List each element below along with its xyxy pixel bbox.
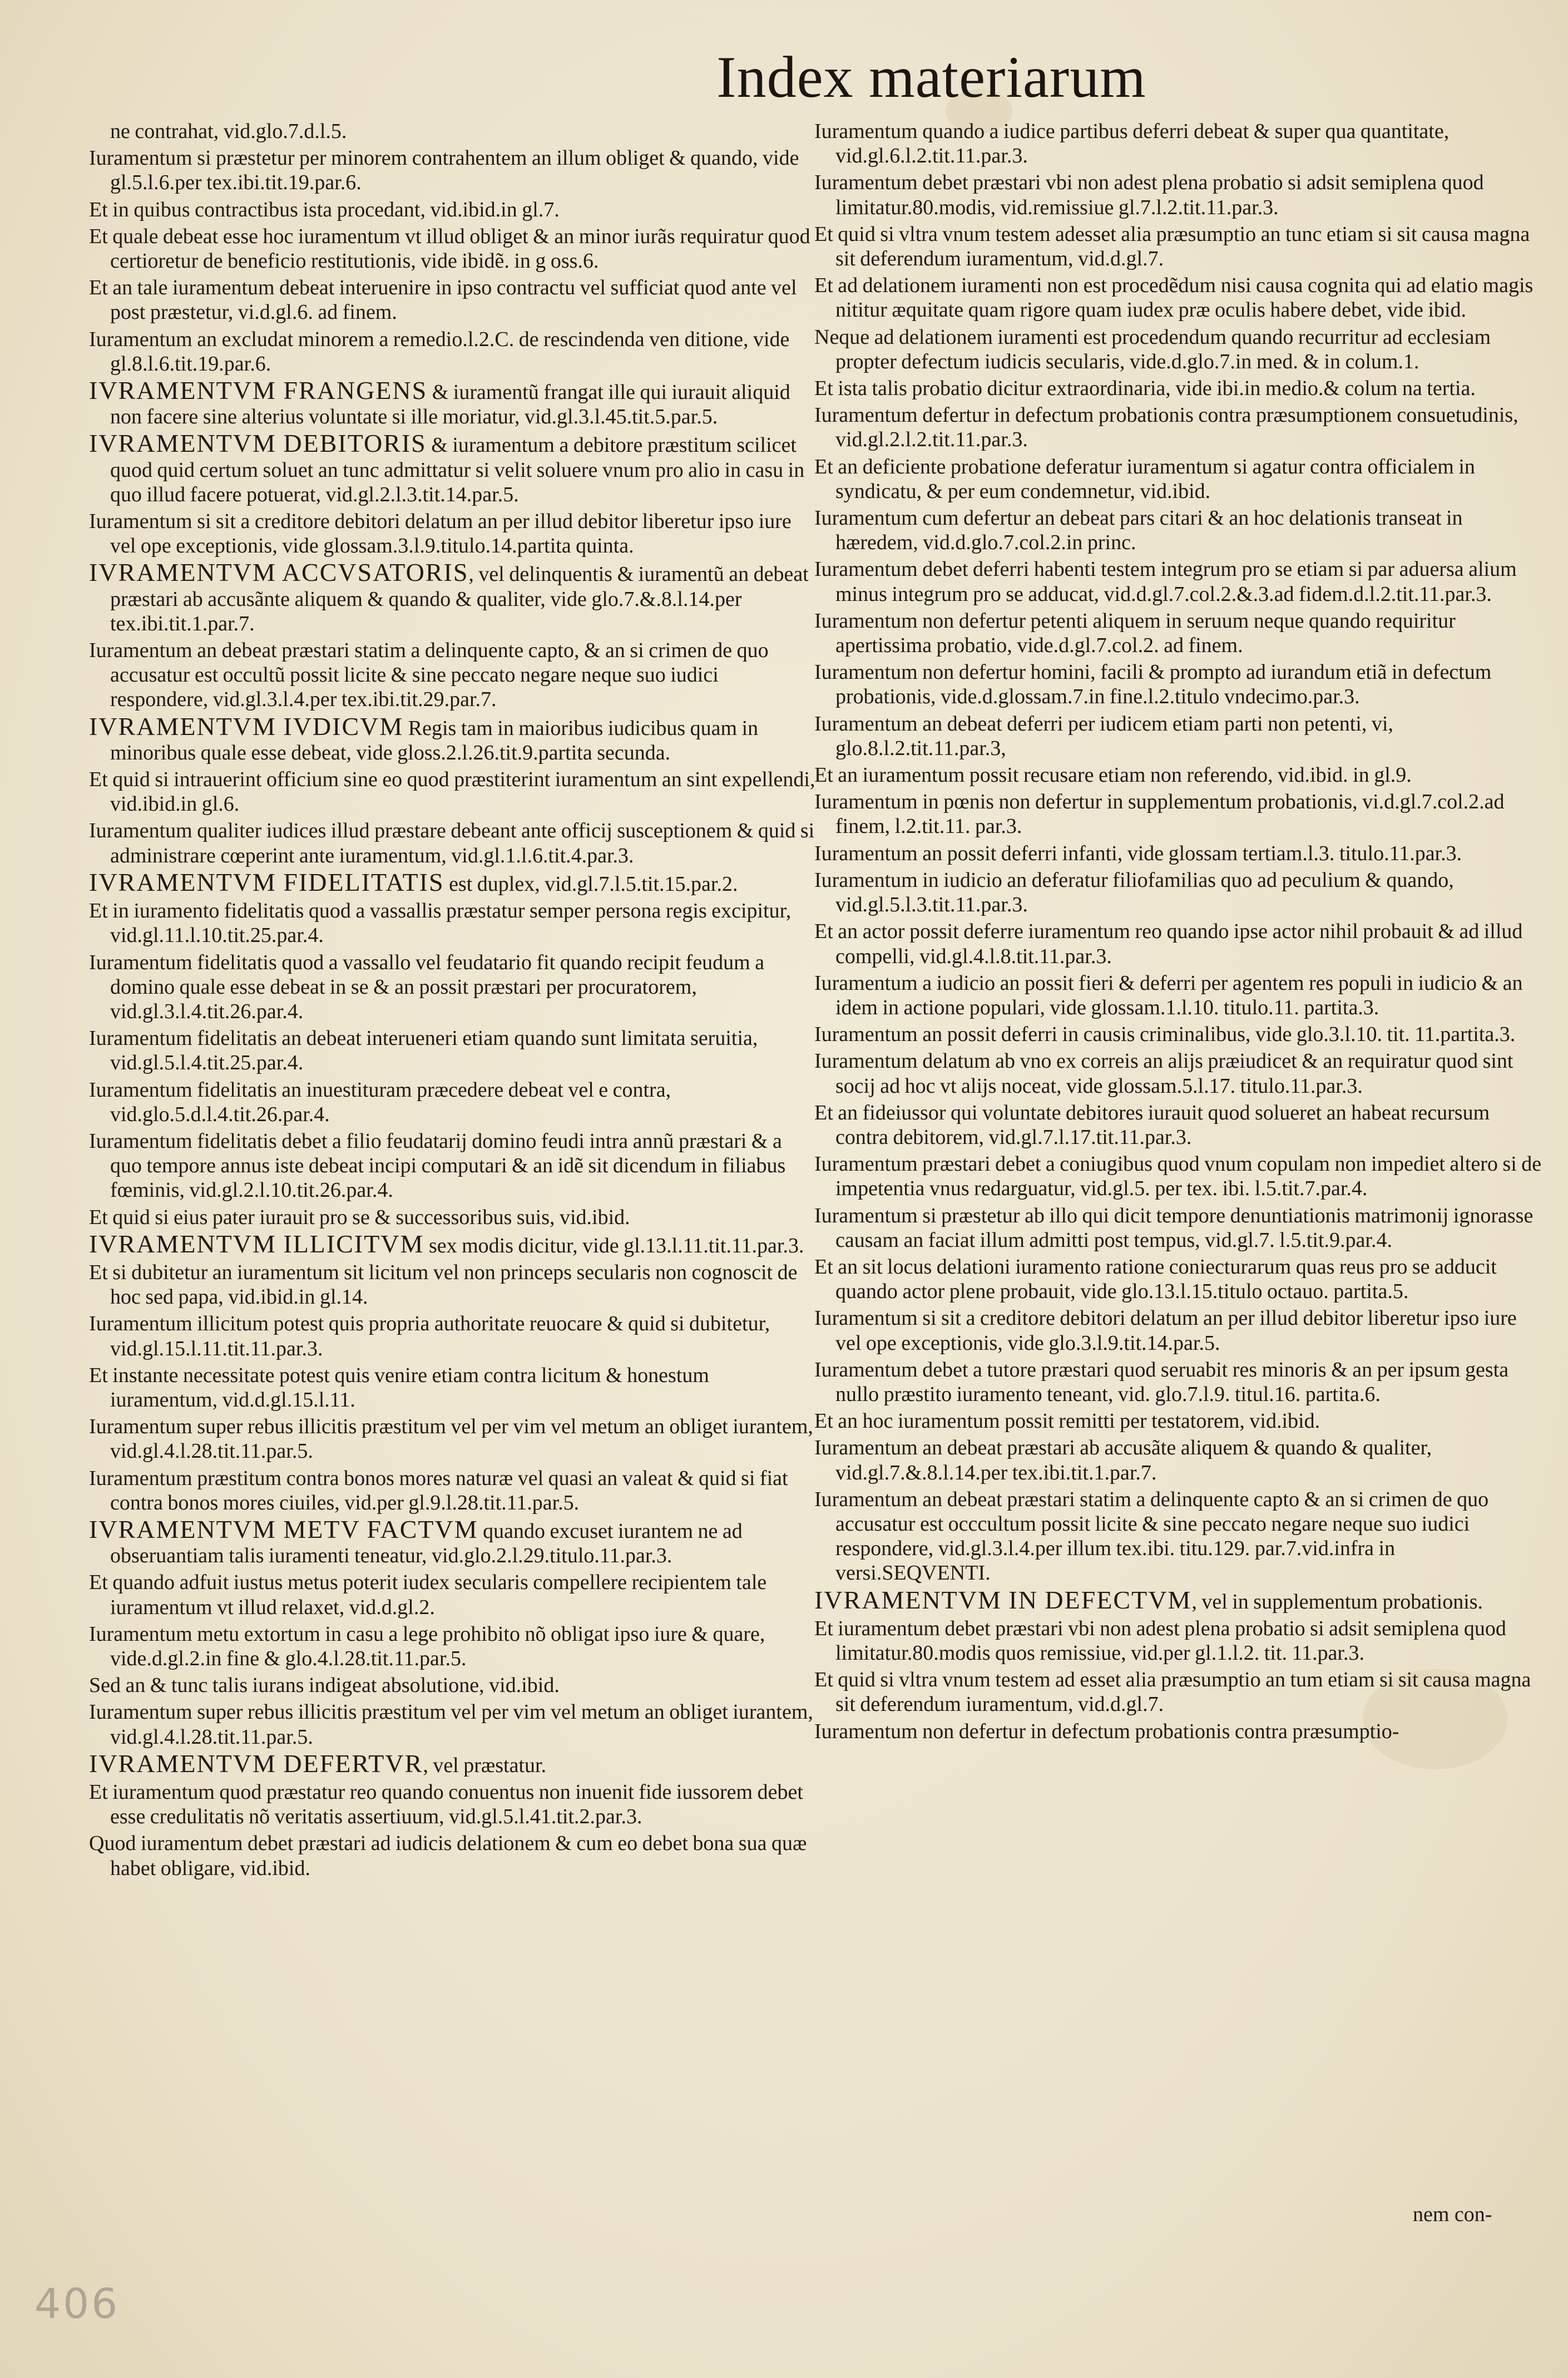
- entry-text: Quod iuramentum debet præstari ad iudicis delationem & cum eo debet bona sua quæ habet obligare, vid.ibid.: [89, 1832, 807, 1880]
- index-entry: [89, 714, 818, 765]
- index-entry: [89, 509, 818, 558]
- index-entry: [89, 1205, 818, 1230]
- entry-text: Iuramentum non defertur petenti aliquem in seruum neque quando requiritur apertissima probatio, vide.d.gl.7.col.2. ad finem.: [814, 609, 1456, 658]
- entry-lemma: IVRAMENTVM DEFERTVR: [89, 1749, 423, 1778]
- entry-text: & iuramentum a debitore præstitum scilicet quod quid certum soluet an tunc admittatur si velit soluere vnum pro alio in casu in quo illud facere potuerat, vid.gl.2.l.3.tit.14.par.5.: [110, 433, 805, 506]
- entry-text: , vel præstatur.: [423, 1753, 547, 1777]
- index-entry: [814, 1358, 1543, 1407]
- entry-text: Iuramentum a iudicio an possit fieri & deferri per agentem res populi in iudicio & an idem in actione populari, vide glossam.1.l.10. titulo.11. partita.3.: [814, 971, 1523, 1019]
- index-entry: [814, 506, 1543, 555]
- index-entry: [814, 119, 1543, 168]
- entry-lemma: IVRAMENTVM METV FACTVM: [89, 1514, 478, 1543]
- index-entry: [814, 660, 1543, 709]
- entry-text: Et an hoc iuramentum possit remitti per testatorem, vid.ibid.: [814, 1409, 1320, 1433]
- index-entry: [89, 1749, 818, 1778]
- index-entry: [89, 327, 818, 376]
- index-entry: [814, 1306, 1543, 1355]
- index-entry: [89, 1780, 818, 1829]
- entry-text: Et ista talis probatio dicitur extraordinaria, vide ibi.in medio.& colum na tertia.: [814, 377, 1476, 401]
- entry-text: Et iuramentum debet præstari vbi non adest plena probatio si adsit semiplena quod limitatur.80.modis quos remissiue, vid.per gl.1.l.2. tit. 11.par.3.: [814, 1616, 1506, 1665]
- entry-text: Iuramentum an debeat præstari statim a delinquente capto, & an si crimen de quo accusatur est occultũ possit licite & sine peccato negare neque suo iudici respondere, vid.gl.3.l.4.per tex.ibi.tit.29.par.7.: [89, 639, 769, 712]
- index-entry: [814, 712, 1543, 761]
- index-entry: [814, 1585, 1543, 1614]
- entry-text: Iuramentum delatum ab vno ex correis an alijs præiudicet & an requiratur quod sint socij ad hoc vt alijs noceat, vide glossam.5.l.17. titulo.11.par.3.: [814, 1049, 1513, 1098]
- entry-text: Et si dubitetur an iuramentum sit licitum vel non princeps secularis non cognoscit de hoc sed papa, vid.ibid.in gl.14.: [89, 1260, 798, 1309]
- index-entry: [814, 868, 1543, 917]
- index-entry: [814, 790, 1543, 838]
- entry-text: sex modis dicitur, vide gl.13.l.11.tit.11.par.3.: [424, 1234, 804, 1257]
- entry-text: Iuramentum cum defertur an debeat pars citari & an hoc delationis transeat in hæredem, vid.d.glo.7.col.2.in princ.: [814, 506, 1463, 555]
- entry-text: Et an tale iuramentum debeat interuenire in ipso contractu vel sufficiat quod ante vel post præstetur, vi.d.gl.6. ad finem.: [89, 276, 797, 324]
- entry-lemma: IVRAMENTVM FRANGENS: [89, 376, 428, 405]
- index-entry: [89, 1673, 818, 1698]
- entry-text: Iuramentum quando a iudice partibus deferri debeat & super qua quantitate, vid.gl.6.l.2.tit.11.par.3.: [814, 120, 1450, 168]
- index-entry: [89, 1700, 818, 1749]
- entry-text: Et in iuramento fidelitatis quod a vassallis præstatur semper persona regis excipitur, vid.gl.11.l.10.tit.25.par.4.: [89, 899, 792, 948]
- index-entry: [814, 841, 1543, 866]
- index-entry: [814, 1049, 1543, 1098]
- entry-text: Iuramentum super rebus illicitis præstitum vel per vim vel metum an obliget iurantem, vid.gl.4.l.28.tit.11.par.5.: [89, 1700, 813, 1749]
- entry-text: Iuramentum fidelitatis debet a filio feudatarij domino feudi intra annũ præstari & a quo tempore annus iste debeat incipi computari & an idẽ sit dicendum in filiabus fœminis, vid.gl.2.l.10.tit.26.par.4.: [89, 1129, 786, 1202]
- index-entry: [814, 1667, 1543, 1716]
- entry-text: Iuramentum fidelitatis quod a vassallo vel feudatario fit quando recipit feudum a domino quale esse debeat in se & an possit præstari per procuratorem, vid.gl.3.l.4.tit.26.par.4.: [89, 950, 765, 1023]
- index-entry: [89, 1570, 818, 1619]
- entry-text: Iuramentum si præstetur per minorem contrahentem an illum obliget & quando, vide gl.5.l.6.per tex.ibi.tit.19.par.6.: [89, 146, 799, 195]
- index-entry: [89, 950, 818, 1024]
- index-entry: [89, 1831, 818, 1880]
- entry-text: Regis tam in maioribus iudicibus quam in minoribus quale esse debeat, vide gloss.2.l.26.tit.9.partita secunda.: [110, 716, 759, 764]
- index-entry: [814, 1435, 1543, 1484]
- entry-text: Et iuramentum quod præstatur reo quando conuentus non inuenit fide iussorem debet esse credulitatis nõ veritatis assertiuum, vid.gl.5.l.41.tit.2.par.3.: [89, 1780, 803, 1829]
- entry-text: Et an sit locus delationi iuramento ratione coniecturarum quas reus pro se adducit quando actor plene probauit, vide glo.13.l.15.titulo octauo. partita.5.: [814, 1255, 1497, 1304]
- index-entry: [814, 455, 1543, 504]
- index-entry: [89, 1260, 818, 1309]
- index-entry: [89, 638, 818, 712]
- index-entry: [89, 1078, 818, 1127]
- entry-text: & iuramentũ frangat ille qui iurauit aliquid non facere sine alterius voluntate si ille moriatur, vid.gl.3.l.45.tit.5.par.5.: [110, 381, 790, 429]
- entry-text: Et quale debeat esse hoc iuramentum vt illud obliget & an minor iurãs requiratur quod certioretur de beneficio restitutionis, vide ibidẽ. in g oss.6.: [89, 224, 810, 273]
- index-entry: [89, 1622, 818, 1671]
- index-entry: [89, 1514, 818, 1568]
- entry-text: Et quid si intrauerint officium sine eo quod præstiterint iuramentum an sint expellendi, vid.ibid.in gl.6.: [89, 768, 815, 816]
- index-entry: [814, 222, 1543, 271]
- entry-text: Iuramentum fidelitatis an inuestituram præcedere debeat vel e contra, vid.glo.5.d.l.4.tit.26.par.4.: [89, 1078, 671, 1126]
- index-entry: [89, 1414, 818, 1463]
- entry-text: Iuramentum debet deferri habenti testem integrum pro se etiam si par aduersa alium minus integrum pro se adducat, vid.d.gl.7.col.2.&.3.ad fidem.d.l.2.tit.11.par.3.: [814, 558, 1517, 606]
- entry-text: Iuramentum præstitum contra bonos mores naturæ vel quasi an valeat & quid si fiat contra bonos mores ciuiles, vid.per gl.9.l.28.tit.11.par.5.: [89, 1466, 788, 1514]
- entry-text: Et an iuramentum possit recusare etiam non referendo, vid.ibid. in gl.9.: [814, 763, 1412, 787]
- index-entry: [814, 1487, 1543, 1586]
- left-column: [89, 119, 818, 1883]
- index-entry: [89, 224, 818, 273]
- index-entry: [89, 899, 818, 948]
- index-entry: [814, 763, 1543, 787]
- entry-text: Et an fideiussor qui voluntate debitores iurauit quod solueret an habeat recursum contra debitorem, vid.gl.7.l.17.tit.11.par.3.: [814, 1101, 1490, 1149]
- entry-text: , vel delinquentis & iuramentũ an debeat præstari ab accusãnte aliquem & quando & qualiter, vide glo.7.&.8.l.14.per tex.ibi.tit.1.par.7.: [110, 563, 809, 635]
- index-entry: [89, 1229, 818, 1258]
- entry-text: Iuramentum metu extortum in casu a lege prohibito nõ obligat ipso iure & quare, vide.d.gl.2.in fine & glo.4.l.28.tit.11.par.5.: [89, 1622, 765, 1670]
- index-entry: [814, 273, 1543, 322]
- entry-text: Iuramentum non defertur homini, facili & prompto ad iurandum etiã in defectum probationis, vide.d.glossam.7.in fine.l.2.titulo vndecimo.par.3.: [814, 660, 1492, 709]
- entry-text: Et an actor possit deferre iuramentum reo quando ipse actor nihil probauit & ad illud compelli, vid.gl.4.l.8.tit.11.par.3.: [814, 920, 1523, 968]
- entry-text: Iuramentum qualiter iudices illud præstare debeant ante officij susceptionem & quid si administrare cœperint ante iuramentum, vid.gl.1.l.6.tit.4.par.3.: [89, 819, 815, 867]
- entry-text: , vel in supplementum probationis.: [1191, 1590, 1483, 1614]
- right-column: [814, 119, 1543, 1746]
- index-entry: [814, 609, 1543, 658]
- entry-text: Et in quibus contractibus ista procedant, vid.ibid.in gl.7.: [89, 198, 560, 221]
- index-entry: [814, 376, 1543, 401]
- pencil-folio-number: 406: [34, 2280, 120, 2328]
- index-entry: [89, 275, 818, 324]
- entry-text: Et an deficiente probatione deferatur iuramentum si agatur contra officialem in syndicatu, & per eum condemnetur, vid.ibid.: [814, 455, 1475, 503]
- index-entry: [89, 1311, 818, 1360]
- index-entry: [89, 767, 818, 816]
- index-entry: [89, 1129, 818, 1203]
- entry-text: Iuramentum an possit deferri in causis criminalibus, vide glo.3.l.10. tit. 11.partita.3.: [814, 1023, 1516, 1047]
- entry-text: Iuramentum præstari debet a coniugibus quod vnum copulam non impediet altero si de impetentia vnus redarguatur, vid.gl.5. per tex. ibi. l.5.tit.7.par.4.: [814, 1152, 1542, 1201]
- catchword: nem con-: [1413, 2203, 1492, 2226]
- entry-lemma: IVRAMENTVM ILLICITVM: [89, 1229, 424, 1258]
- index-entry: [814, 1616, 1543, 1665]
- entry-lemma: IVRAMENTVM DEBITORIS: [89, 429, 427, 458]
- index-entry: [89, 119, 818, 144]
- entry-text: Et quid si vltra vnum testem adesset alia præsumptio an tunc etiam si sit causa magna sit deferendum iuramentum, vid.d.gl.7.: [814, 222, 1530, 271]
- entry-text: Et instante necessitate potest quis venire etiam contra licitum & honestum iuramentum, vid.d.gl.15.l.11.: [89, 1363, 709, 1412]
- entry-text: Iuramentum an debeat præstari statim a delinquente capto & an si crimen de quo accusatur est occcultum possit licite & sine peccato negare neque suo iudici respondere, vid.gl.3.l.4.per illum tex.ibi. titu.129. par.7.vid.infra in versi.SEQVENTI.: [814, 1487, 1489, 1585]
- index-entry: [89, 146, 818, 195]
- index-entry: [814, 1101, 1543, 1149]
- entry-text: Et ad delationem iuramenti non est procedẽdum nisi causa cognita qui ad elatio magis nititur æquitate quam rigore quam iudex præ oculis habere debet, vide ibid.: [814, 274, 1534, 322]
- entry-text: Iuramentum an excludat minorem a remedio.l.2.C. de rescindenda ven ditione, vide gl.8.l.6.tit.19.par.6.: [89, 327, 790, 376]
- entry-text: Et quid si vltra vnum testem ad esset alia præsumptio an tum etiam si sit causa magna sit deferendum iuramentum, vid.d.gl.7.: [814, 1668, 1531, 1716]
- entry-lemma: IVRAMENTVM ACCVSATORIS: [89, 558, 469, 587]
- entry-text: Iuramentum fidelitatis an debeat interueneri etiam quando sunt limitata seruitia, vid.gl.5.l.4.tit.25.par.4.: [89, 1027, 758, 1075]
- page-title: Index materiarum: [716, 45, 1146, 110]
- entry-text: Iuramentum non defertur in defectum probationis contra præsumptio-: [814, 1719, 1399, 1743]
- entry-text: est duplex, vid.gl.7.l.5.tit.15.par.2.: [444, 872, 738, 896]
- index-entry: [89, 560, 818, 636]
- index-entry: [814, 557, 1543, 606]
- entry-lemma: IVRAMENTVM IN DEFECTVM: [814, 1585, 1192, 1614]
- entry-text: Iuramentum illicitum potest quis propria authoritate reuocare & quid si dubitetur, vid.gl.15.l.11.tit.11.par.3.: [89, 1312, 770, 1360]
- entry-lemma: IVRAMENTVM FIDELITATIS: [89, 867, 444, 896]
- entry-text: Iuramentum an possit deferri infanti, vide glossam tertiam.l.3. titulo.11.par.3.: [814, 841, 1462, 865]
- index-entry: [89, 198, 818, 222]
- entry-text: Et quid si eius pater iurauit pro se & successoribus suis, vid.ibid.: [89, 1205, 630, 1229]
- index-entry: [814, 403, 1543, 452]
- entry-text: Iuramentum in pœnis non defertur in supplementum probationis, vi.d.gl.7.col.2.ad finem, l.2.tit.11. par.3.: [814, 790, 1505, 838]
- index-entry: [814, 971, 1543, 1020]
- entry-text: Iuramentum si sit a creditore debitori delatum an per illud debitor liberetur ipso iure vel ope exceptionis, vide glossam.3.l.9.titulo.14.partita quinta.: [89, 510, 792, 558]
- index-entry: [89, 1466, 818, 1515]
- index-entry: [814, 170, 1543, 219]
- index-entry: [814, 1409, 1543, 1433]
- entry-text: Et quando adfuit iustus metus poterit iudex secularis compellere recipientem tale iuramentum vt illud relaxet, vid.d.gl.2.: [89, 1571, 767, 1619]
- entry-text: Iuramentum defertur in defectum probationis contra præsumptionem consuetudinis, vid.gl.2.l.2.tit.11.par.3.: [814, 403, 1518, 452]
- index-entry: [814, 1255, 1543, 1304]
- index-entry: [814, 1022, 1543, 1047]
- index-entry: [89, 818, 818, 867]
- index-entry: [89, 378, 818, 429]
- entry-text: Iuramentum si sit a creditore debitori delatum an per illud debitor liberetur ipso iure vel ope exceptionis, vide glo.3.l.9.tit.14.par.5.: [814, 1306, 1517, 1355]
- index-entry: [814, 1152, 1543, 1201]
- entry-text: Iuramentum debet præstari vbi non adest plena probatio si adsit semiplena quod limitatur.80.modis, vid.remissiue gl.7.l.2.tit.11.par.3.: [814, 171, 1484, 219]
- entry-text: Iuramentum in iudicio an deferatur filiofamilias quo ad peculium & quando, vid.gl.5.l.3.tit.11.par.3.: [814, 868, 1454, 917]
- index-entry: [814, 1719, 1543, 1744]
- page-header: [0, 43, 1568, 110]
- entry-lemma: IVRAMENTVM IVDICVM: [89, 712, 404, 741]
- entry-text: Sed an & tunc talis iurans indigeat absolutione, vid.ibid.: [89, 1674, 560, 1698]
- index-entry: [89, 1026, 818, 1075]
- index-entry: [89, 867, 818, 896]
- entry-text: Iuramentum super rebus illicitis præstitum vel per vim vel metum an obliget iurantem, vid.gl.4.l.28.tit.11.par.5.: [89, 1415, 813, 1463]
- index-entry: [814, 919, 1543, 968]
- entry-text: Iuramentum debet a tutore præstari quod seruabit res minoris & an per ipsum gesta nullo præstito iuramento teneant, vid. glo.7.l.9. titul.16. partita.6.: [814, 1358, 1509, 1406]
- entry-text: quando excuset iurantem ne ad obseruantiam talis iuramenti teneatur, vid.glo.2.l.29.titulo.11.par.3.: [110, 1519, 743, 1568]
- index-entry: [89, 431, 818, 507]
- entry-text: Neque ad delationem iuramenti est procedendum quando recurritur ad ecclesiam propter defectum iudicis secularis, vide.d.glo.7.in med. & in colum.1.: [814, 325, 1491, 373]
- index-entry: [814, 1203, 1543, 1252]
- entry-text: Iuramentum si præstetur ab illo qui dicit tempore denuntiationis matrimonij ignorasse causam an faciat illum admitti post tempus, vid.gl.7. l.5.tit.9.par.4.: [814, 1203, 1534, 1252]
- entry-text: Iuramentum an debeat præstari ab accusãte aliquem & quando & qualiter, vid.gl.7.&.8.l.14.per tex.ibi.tit.1.par.7.: [814, 1436, 1432, 1484]
- entry-text: ne contrahat, vid.glo.7.d.l.5.: [110, 120, 347, 143]
- index-entry: [814, 325, 1543, 374]
- entry-text: Iuramentum an debeat deferri per iudicem etiam parti non petenti, vi, glo.8.l.2.tit.11.par.3,: [814, 712, 1393, 760]
- index-entry: [89, 1363, 818, 1412]
